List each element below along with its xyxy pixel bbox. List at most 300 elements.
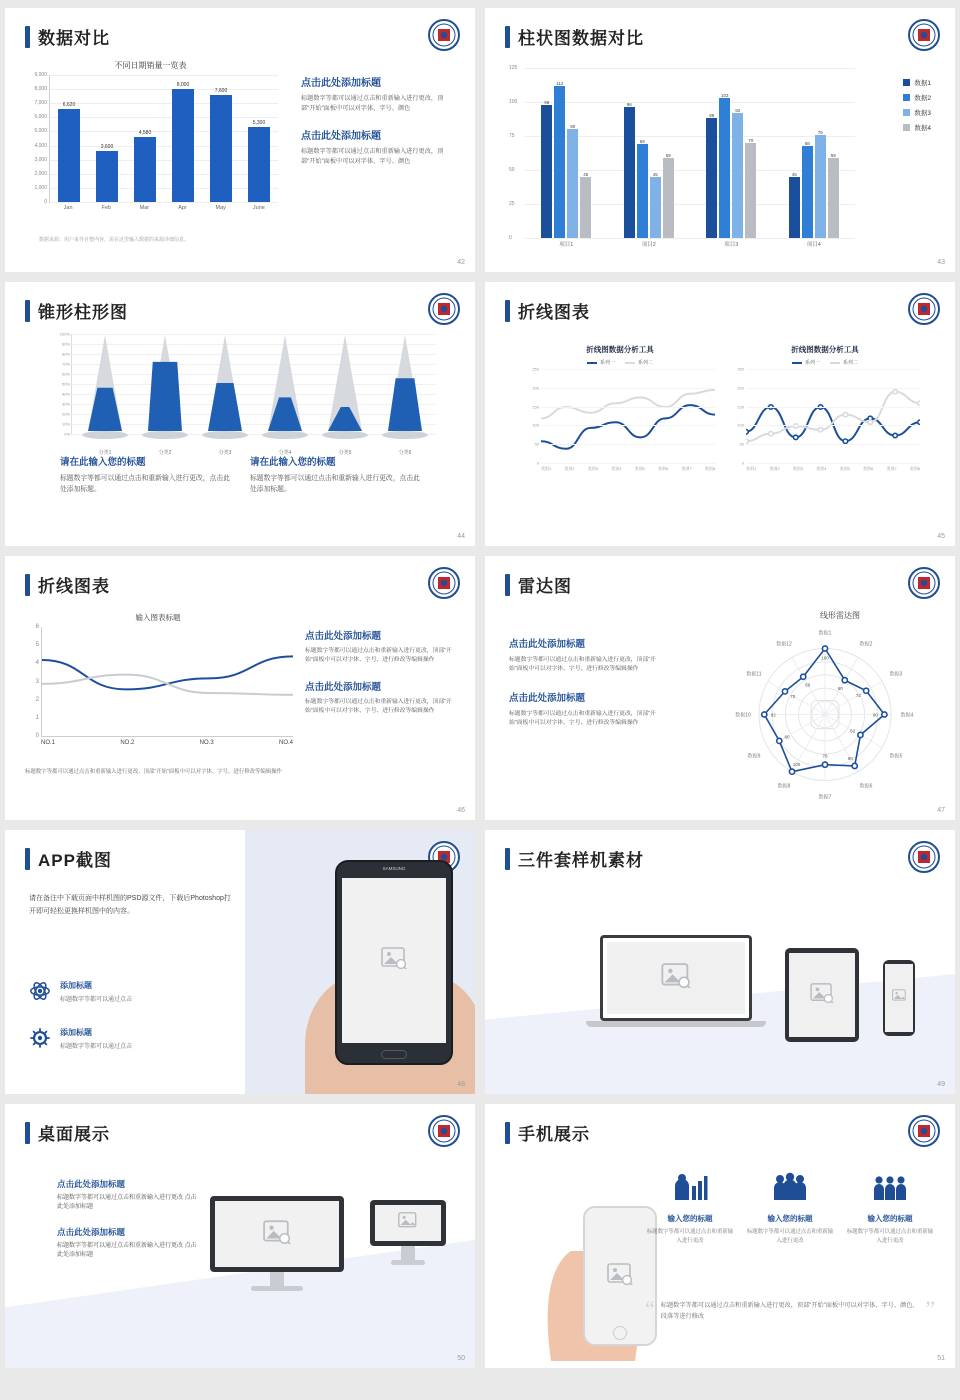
- image-placeholder-icon: [661, 963, 691, 993]
- bar: [541, 99, 552, 238]
- radar-value-label: 92: [770, 712, 776, 718]
- feature-column-2: [745, 1172, 835, 1245]
- bar: [789, 171, 800, 238]
- x-axis-label: 项目4: [806, 242, 821, 248]
- x-axis-label: 项目1: [559, 242, 574, 248]
- chart-title: 折线图数据分析工具: [586, 345, 654, 354]
- y-axis-label: 1,000: [34, 184, 47, 191]
- radar-axis-label: 数据2: [859, 641, 873, 648]
- legend-label: 系列一: [804, 360, 820, 366]
- gridline: [541, 463, 715, 464]
- radar-axis-label: 数据10: [735, 712, 751, 719]
- y-axis-label: 6,000: [34, 114, 47, 121]
- page-title: 折线图表: [38, 577, 110, 596]
- image-placeholder-icon: [607, 1263, 633, 1290]
- image-placeholder-icon: [398, 1212, 418, 1234]
- group-icon: [772, 1189, 808, 1206]
- block-paragraph: 标题数字等都可以通过点击和重新输入进行更改，顶部“开始”面板中可以对字体、字号、进行修改等编辑操作: [305, 698, 452, 714]
- bar-column: [248, 75, 270, 202]
- y-axis-label: 4: [35, 660, 39, 667]
- emblem-icon: [907, 566, 941, 600]
- bar: [802, 140, 813, 238]
- cone-shape: [322, 335, 368, 435]
- x-axis-label: 类别7: [681, 466, 692, 471]
- bar-column: [172, 75, 194, 202]
- block-paragraph: 标题数字等都可以通过点击和重新输入进行更改 点击此处添加标题: [57, 1242, 197, 1258]
- bar: [663, 152, 674, 238]
- x-axis-label: 类别8: [909, 466, 920, 471]
- x-axis-label: 类别4: [816, 466, 827, 471]
- emblem-icon: [427, 1114, 461, 1148]
- y-axis-label: 125: [509, 65, 518, 71]
- y-axis-label: 250: [532, 366, 539, 372]
- x-axis-label: Feb: [101, 205, 111, 211]
- slide-number: 44: [457, 533, 465, 540]
- block-heading: 点击此处添加标题: [305, 681, 382, 693]
- y-axis-label: 0: [44, 199, 47, 205]
- line-series: [42, 627, 293, 737]
- feature-heading: 输入您的标题: [667, 1214, 713, 1223]
- bar-column: [210, 75, 232, 202]
- radar-axis-label: 数据12: [776, 641, 792, 648]
- bar-value-label: 76: [817, 129, 823, 135]
- gridline: [525, 238, 855, 239]
- legend-swatch: [625, 362, 635, 364]
- y-axis-label: 0: [536, 460, 539, 466]
- slide-44: [5, 282, 475, 546]
- gridline: [746, 388, 920, 389]
- block-heading: 请在此输入您的标题: [250, 457, 336, 468]
- slide-42: [5, 8, 475, 272]
- emblem-icon: [427, 292, 461, 326]
- title-accent-bar: [25, 26, 30, 48]
- phone-screen: [885, 964, 913, 1032]
- cone-base: [382, 431, 428, 439]
- x-axis-label: 类别1: [746, 466, 757, 471]
- title-accent-bar: [25, 574, 30, 596]
- block-heading: 点击此处添加标题: [509, 639, 586, 650]
- cone-base: [322, 431, 368, 439]
- x-axis-label: 项目3: [724, 242, 739, 248]
- slide-number: 48: [457, 1081, 465, 1088]
- hand-illustration: [531, 1156, 651, 1361]
- slide-title: [25, 24, 110, 49]
- y-axis-label: 250: [737, 366, 744, 372]
- monitor-stand-neck: [270, 1272, 284, 1286]
- x-axis-label: 类别5: [634, 466, 645, 471]
- slide-number: 51: [937, 1355, 945, 1362]
- legend-label: 数据4: [914, 125, 931, 132]
- radar-axis-label: 数据3: [889, 671, 903, 678]
- bar: [815, 129, 826, 238]
- y-axis-label: 80%: [61, 351, 70, 357]
- page-title: 三件套样机素材: [518, 851, 644, 870]
- block-heading: 点击此处添加标题: [57, 1179, 126, 1189]
- page-title: 柱状图数据对比: [518, 29, 644, 48]
- chart-legend: [730, 359, 920, 366]
- block-heading: 点击此处添加标题: [509, 692, 586, 704]
- legend-label: 系列二: [638, 360, 654, 366]
- bar-value-label: 68: [804, 140, 810, 146]
- feature-item-1: [29, 980, 132, 1007]
- x-axis-label: Apr: [178, 205, 187, 211]
- bar: [828, 152, 839, 238]
- block-heading: 点击此处添加标题: [57, 1226, 126, 1237]
- block-paragraph: 标题数字等都可以通过点击和重新输入进行更改 点击此处添加标题: [57, 1195, 197, 1211]
- feature-paragraph: 标题数字等都可以通过点击: [60, 1044, 133, 1050]
- gridline: [541, 388, 715, 389]
- laptop-mockup: [600, 935, 752, 1027]
- cone-bar: [202, 335, 248, 435]
- bar-value-label: 112: [556, 80, 564, 86]
- title-accent-bar: [25, 300, 30, 322]
- line-chart-45-a: [525, 344, 715, 472]
- tablet-screen: [789, 953, 855, 1037]
- y-axis-label: 150: [737, 404, 744, 410]
- chart-title: 线形雷达图: [820, 611, 860, 620]
- y-axis-label: 3,000: [34, 156, 47, 163]
- legend-swatch: [587, 362, 597, 364]
- slide-number: 49: [937, 1081, 945, 1088]
- laptop-base: [586, 1021, 766, 1027]
- y-axis-label: 3: [35, 678, 39, 685]
- bar-column: [134, 75, 156, 202]
- y-axis-label: 30%: [61, 401, 70, 407]
- quote-text: 标题数字等都可以通过点击和重新输入进行更改，顶部“开始”面板中可以对字体、字号、颜色、段落等进行修改: [660, 1302, 919, 1321]
- slide-title: [505, 1120, 590, 1145]
- x-axis-label: 类别6: [862, 466, 874, 471]
- bar-groups: [525, 68, 855, 238]
- slide-number: 43: [937, 259, 945, 266]
- monitor-stand-foot: [391, 1260, 425, 1265]
- bar-value-label: 80: [570, 124, 576, 130]
- legend-item: [903, 123, 931, 132]
- title-accent-bar: [505, 848, 510, 870]
- title-accent-bar: [25, 1122, 30, 1144]
- y-axis-label: 7,000: [34, 100, 47, 107]
- feature-paragraph: 标题数字等都可以通过点击和重新输入进行更改: [846, 1229, 934, 1244]
- bar-value-label: 6,620: [62, 101, 76, 108]
- bar-value-label: 3,600: [100, 144, 114, 151]
- y-axis-label: 70%: [61, 361, 70, 367]
- radar-chart-47: [710, 622, 940, 807]
- title-accent-bar: [505, 574, 510, 596]
- quote-close-icon: ”: [925, 1296, 935, 1321]
- x-axis-label: 类别5: [839, 466, 850, 471]
- text-block-right: [250, 454, 425, 495]
- emblem-icon: [427, 566, 461, 600]
- feature-paragraph: 标题数字等都可以通过点击和重新输入进行更改: [646, 1229, 734, 1244]
- gear-icon: [29, 1027, 51, 1054]
- gridline: [746, 407, 920, 408]
- phone-mockup: [883, 960, 915, 1036]
- bar: [134, 137, 156, 202]
- page-title: 锥形柱形图: [38, 303, 128, 322]
- x-axis-label: 类别1: [541, 466, 552, 471]
- chart-plot-area: [35, 624, 293, 739]
- y-axis-label: 100: [532, 422, 539, 428]
- radar-axis-label: 数据7: [818, 794, 832, 801]
- x-axis-label: 分类5: [338, 450, 352, 456]
- bar: [580, 171, 591, 238]
- desktop-monitor-small: [370, 1200, 446, 1265]
- emblem-icon: [427, 18, 461, 52]
- x-axis-label: 项目2: [641, 242, 656, 248]
- bar: [706, 113, 717, 238]
- bar: [210, 95, 232, 202]
- x-axis-labels: [746, 466, 920, 472]
- chart-plot-area: [737, 366, 920, 466]
- radar-axis-label: 数据5: [889, 753, 903, 760]
- legend-swatch: [903, 109, 910, 116]
- y-axis-label: 100%: [59, 331, 70, 337]
- atom-icon: [29, 980, 51, 1007]
- legend-item: [830, 359, 858, 366]
- slide-title: [25, 298, 128, 323]
- block-paragraph: 标题数字等都可以通过点击和重新输入进行更改，顶部“开始”面板中可以对字体、字号、颜色: [301, 95, 444, 112]
- bar-value-label: 8,000: [176, 82, 190, 89]
- slide-43: [485, 8, 955, 272]
- cone-shape: [142, 335, 188, 435]
- x-axis-label: NO.2: [120, 740, 135, 746]
- x-axis-label: NO.4: [278, 740, 293, 746]
- gridline: [746, 425, 920, 426]
- bar-group: [789, 68, 839, 238]
- phone-mockup: [335, 860, 453, 1065]
- x-axis-label: 类别8: [704, 466, 715, 471]
- y-axis-label: 150: [532, 404, 539, 410]
- bar-group: [706, 68, 756, 238]
- legend-label: 系列一: [599, 360, 615, 366]
- radar-value-label: 70: [790, 693, 796, 699]
- radar-value-label: 80: [784, 734, 790, 740]
- radar-value-label: 62: [850, 728, 856, 734]
- page-title: 折线图表: [518, 303, 590, 322]
- team-icon: [872, 1189, 908, 1206]
- radar-value-label: 90: [872, 712, 878, 718]
- bar: [58, 109, 80, 202]
- page-title: 数据对比: [38, 29, 110, 48]
- radar-value-label: 100: [821, 655, 829, 661]
- grouped-bar-chart-43: [509, 65, 855, 241]
- slide-title: [25, 846, 112, 871]
- legend-item: [903, 78, 931, 87]
- y-axis-label: 2,000: [34, 170, 47, 177]
- y-axis-label: 5,000: [34, 128, 47, 135]
- cone-shape: [202, 335, 248, 435]
- emblem-icon: [907, 840, 941, 874]
- bar-value-label: 45: [791, 171, 797, 177]
- y-axis-label: 0: [509, 235, 512, 241]
- page-title: 手机展示: [518, 1125, 590, 1144]
- bar-value-label: 88: [709, 113, 715, 119]
- image-placeholder-icon: [810, 983, 834, 1008]
- block-paragraph: 标题数字等都可以通过点击和重新输入进行更改，顶部“开始”面板中可以对字体、字号、颜色: [301, 148, 444, 165]
- emblem-icon: [907, 1114, 941, 1148]
- y-axis-label: 1: [35, 714, 39, 721]
- quote-open-icon: “: [645, 1296, 655, 1321]
- legend-label: 系列二: [843, 360, 859, 366]
- cone-shape: [262, 335, 308, 435]
- x-axis-label: 分类2: [158, 450, 172, 456]
- legend-item: [625, 359, 653, 366]
- slide-51: [485, 1104, 955, 1368]
- y-axis-label: 0: [35, 733, 39, 739]
- block-heading: 点击此处添加标题: [301, 78, 381, 89]
- bar: [650, 171, 661, 238]
- cone-series: [75, 335, 435, 435]
- line-series: [746, 369, 920, 464]
- bar-chart-42: [23, 60, 278, 235]
- legend-swatch: [903, 94, 910, 101]
- title-accent-bar: [505, 1122, 510, 1144]
- legend-item: [792, 359, 820, 366]
- monitor-stand-foot: [251, 1286, 303, 1291]
- person-chart-icon: [672, 1189, 708, 1206]
- radar-axis-label: 数据8: [777, 783, 791, 790]
- y-axis-label: 100: [509, 99, 518, 105]
- y-axis-label: 8,000: [34, 86, 47, 93]
- slide-45: [485, 282, 955, 546]
- y-axis-label: 5: [35, 642, 39, 649]
- image-placeholder-icon: [892, 989, 907, 1007]
- radar-value-label: 90: [847, 756, 853, 762]
- gridline: [541, 407, 715, 408]
- feature-heading: 添加标题: [60, 1028, 92, 1037]
- gridline: [541, 425, 715, 426]
- bar-group: [624, 68, 674, 238]
- phone-home-button: [613, 1326, 627, 1340]
- chart-plot-area: [532, 366, 715, 466]
- radar-axis-label: 数据9: [747, 753, 761, 760]
- cone-base: [262, 431, 308, 439]
- intro-text: 请在备注中下载页面中样机图的PSD源文件，下载后Photoshop打开即可轻松更换样机图中的内容。: [29, 895, 231, 916]
- bar-value-label: 45: [583, 171, 589, 177]
- radar-axis-label: 数据11: [746, 671, 762, 678]
- gridline: [541, 369, 715, 370]
- bar-value-label: 92: [735, 107, 741, 113]
- chart-plot-area: [34, 72, 278, 205]
- title-accent-bar: [505, 26, 510, 48]
- x-axis-label: 分类3: [218, 450, 232, 456]
- x-axis-label: Jan: [63, 205, 73, 211]
- slide-49: [485, 830, 955, 1094]
- x-axis-label: 类别3: [792, 466, 804, 471]
- chart-title: 输入图表标题: [135, 613, 181, 622]
- y-axis-label: 90%: [61, 341, 70, 347]
- legend-label: 数据2: [914, 95, 931, 102]
- bar: [732, 107, 743, 238]
- text-blocks: [305, 628, 460, 730]
- feature-item-2: [29, 1027, 132, 1054]
- x-axis-label: 类别2: [769, 466, 780, 471]
- bar-value-label: 96: [626, 102, 632, 108]
- feature-paragraph: 标题数字等都可以通过点击和重新输入进行更改: [746, 1229, 834, 1244]
- y-axis-label: 100: [737, 422, 744, 428]
- quote-block: [645, 1296, 935, 1322]
- line-series: [541, 369, 715, 464]
- tablet-mockup: [785, 948, 859, 1042]
- slide-title: [505, 572, 572, 597]
- phone-brand-label: SAMSUNG: [382, 866, 406, 871]
- legend-swatch: [903, 79, 910, 86]
- y-axis-label: 60%: [61, 371, 70, 377]
- y-axis-label: 0: [741, 460, 744, 466]
- block-heading: 点击此处添加标题: [301, 131, 381, 143]
- bar: [745, 137, 756, 238]
- bar: [719, 92, 730, 238]
- gridline: [746, 444, 920, 445]
- block-paragraph: 标题数字等都可以通过点击和重新输入进行更改，点击此处添加标题。: [250, 475, 420, 493]
- legend-swatch: [792, 362, 802, 364]
- x-axis-label: 类别2: [564, 466, 575, 471]
- phone-home-button: [381, 1050, 407, 1059]
- radar-plot: [710, 622, 940, 807]
- cone-base: [142, 431, 188, 439]
- cone-base: [82, 431, 128, 439]
- y-axis-label: 75: [509, 133, 515, 139]
- block-paragraph: 标题数字等都可以通过点击和重新输入进行更改，顶部“开始”面板中可以对字体、字号、进行修改等编辑操作: [509, 710, 656, 726]
- slide-title: [25, 572, 110, 597]
- x-axis-label: 分类6: [398, 450, 412, 456]
- slide-47: [485, 556, 955, 820]
- x-axis-label: NO.1: [41, 740, 56, 746]
- feature-column-3: [845, 1172, 935, 1245]
- x-axis-label: 分类1: [98, 450, 112, 456]
- emblem-icon: [907, 292, 941, 326]
- cone-bar: [142, 335, 188, 435]
- block-paragraph: 标题数字等都可以通过点击和重新输入进行更改，顶部“开始”面板中可以对字体、字号、进行修改等编辑操作: [509, 657, 656, 672]
- gridline: [746, 369, 920, 370]
- chart-legend: [903, 78, 931, 138]
- page-title: 雷达图: [518, 577, 572, 596]
- y-axis-label: 9,000: [34, 72, 47, 78]
- phone-screen: [342, 878, 446, 1043]
- slide-number: 50: [457, 1355, 465, 1362]
- cone-bar: [82, 335, 128, 435]
- block-heading: 点击此处添加标题: [305, 631, 382, 642]
- y-axis-label: 40%: [61, 391, 70, 397]
- feature-column-1: [645, 1172, 735, 1245]
- text-blocks: [57, 1178, 202, 1273]
- legend-item: [903, 93, 931, 102]
- gridline: [541, 444, 715, 445]
- text-blocks: [509, 636, 669, 744]
- bar-value-label: 70: [748, 137, 754, 143]
- legend-swatch: [903, 124, 910, 131]
- gridline: [746, 463, 920, 464]
- slide-number: 46: [457, 807, 465, 814]
- bar-value-label: 5,300: [252, 120, 266, 127]
- cone-bar: [262, 335, 308, 435]
- bar-value-label: 4,580: [138, 130, 152, 137]
- bar: [96, 151, 118, 202]
- x-axis-label: May: [215, 205, 226, 211]
- legend-item: [903, 108, 931, 117]
- bar: [624, 102, 635, 238]
- text-block-left: [60, 454, 230, 495]
- block-paragraph: 标题数字等都可以通过点击和重新输入进行更改，点击此处添加标题。: [60, 475, 230, 493]
- bar: [637, 139, 648, 238]
- bar-value-label: 103: [720, 92, 729, 98]
- page-title: APP截图: [38, 851, 112, 870]
- x-axis-labels: [41, 740, 293, 746]
- slide-title: [505, 24, 644, 49]
- cone-shape: [382, 335, 428, 435]
- emblem-icon: [907, 18, 941, 52]
- slide-title: [505, 298, 590, 323]
- cone-bar: [322, 335, 368, 435]
